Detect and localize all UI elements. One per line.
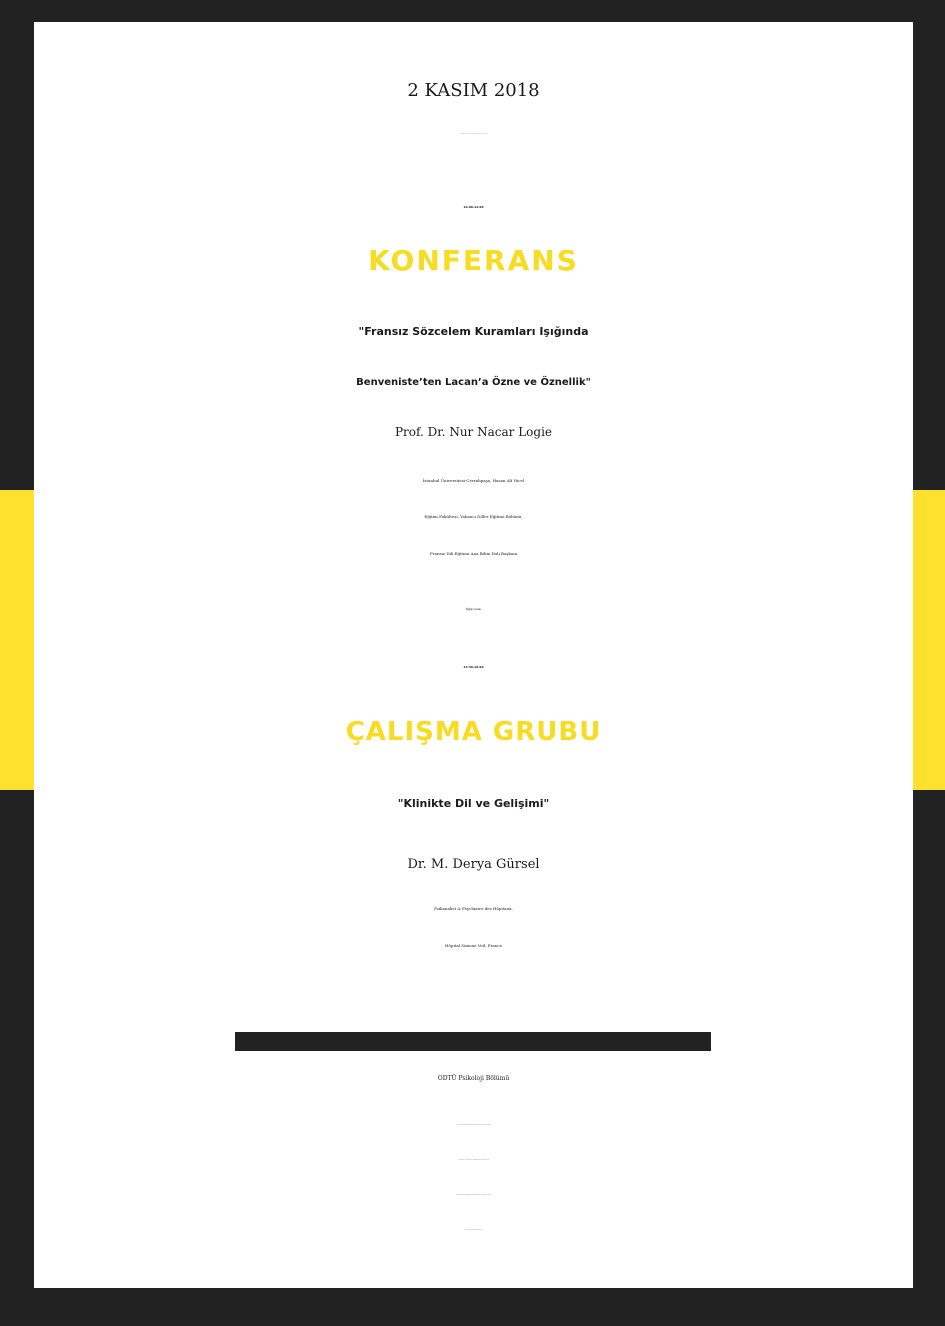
note-line4: ile kayıt yaptırmak gerekmektedir. <box>464 1230 483 1231</box>
session1-affiliation-line2: Eğitim Fakültesi, Yabancı Diller Eğitimi Bölümü, <box>424 514 523 519</box>
session2-speaker: Dr. M. Derya Gürsel <box>407 857 540 872</box>
organizer: ODTÜ Psikoloji Bölümü <box>437 1075 510 1082</box>
session2-type: ÇALIŞMA GRUBU <box>345 717 602 747</box>
session1-title-line2: Benveniste’ten Lacan’a Özne ve Öznellik" <box>356 377 591 388</box>
session2-affiliation-line1: Psikanalist & Psychiatre des Hôpitaux, <box>434 906 513 911</box>
poster-card <box>34 22 913 1288</box>
event-date: 2 KASIM 2018 <box>407 80 540 101</box>
session1-affiliation-line3: Fransız Dili Eğitimi Ana Bilim Dalı Başkanı <box>429 551 518 556</box>
section-divider <box>235 1032 711 1051</box>
session1-title-line1: "Fransız Sözcelem Kuramları Işığında <box>358 325 589 338</box>
session2-time: 13.30-16.00 <box>463 665 484 669</box>
event-venue: TEKNOKENT İKİZLER BİNASI KONFERANS SALONU <box>459 134 488 135</box>
note-line3: lacanyensempozyum@gmail.com adresine isim ve iletişim bilgileri <box>456 1195 491 1196</box>
session1-time: 10.00-12.00 <box>463 205 484 209</box>
break-label: Öğle Arası <box>465 607 482 611</box>
session1-type: KONFERANS <box>368 244 579 277</box>
session2-affiliation-line2: Hôpital Simone Veil, France <box>445 943 502 948</box>
note-line2: Grubuna ise Klinik Psikoloji Lisansüstü öğrencileri katılabilir. <box>457 1160 490 1161</box>
note-line1: Katılım ücretsizdir. Konferans herkesin katılımına açıktır. Çalışma <box>456 1125 491 1126</box>
session1-affiliation-line1: İstanbul Üniversitesi-Cerrahpaşa, Hasan Ali Yücel <box>422 478 525 483</box>
session2-title: "Klinikte Dil ve Gelişimi" <box>397 797 550 810</box>
session1-speaker: Prof. Dr. Nur Nacar Logie <box>394 425 553 439</box>
